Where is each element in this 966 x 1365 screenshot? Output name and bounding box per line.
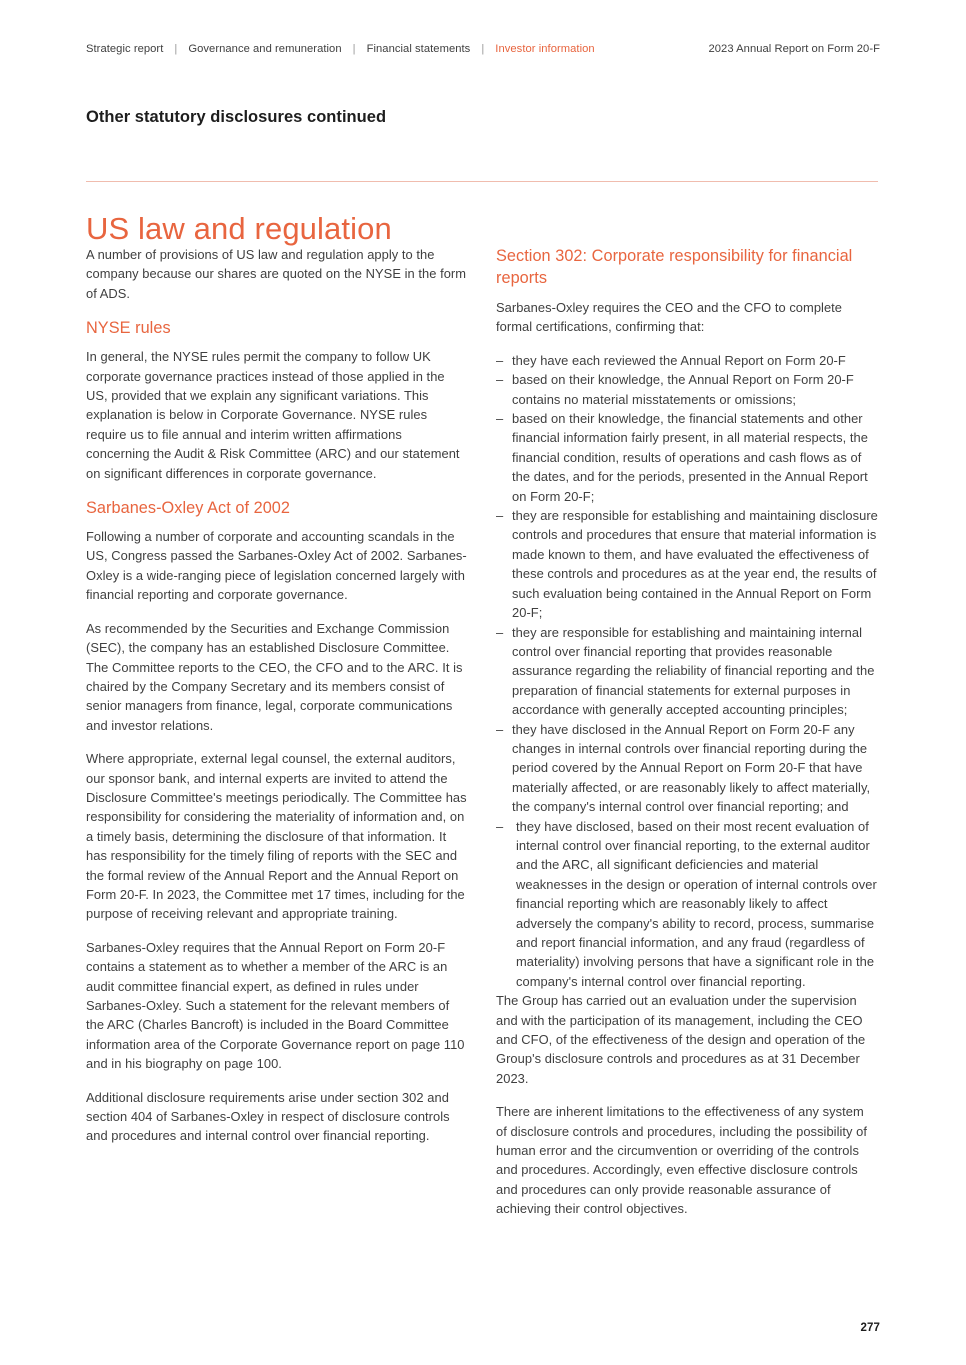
header-nav-strategic-report[interactable]: Strategic report [86,43,164,55]
dash-bullet-icon: – [496,818,504,834]
list-item [496,817,878,992]
sox-paragraph-2: As recommended by the Securities and Exchange Commission (SEC), the company has an established Disclosure Committee. The Committee reports to the CEO, the CFO and to the ARC. It is chaired by the Company Secretary and its members consist of senior managers from finance, legal, corporate communications and investor relations. [86,620,463,733]
header-nav-separator: | [352,43,356,55]
list-item-text: based on their knowledge, the Annual Report on Form 20-F contains no material misstatements or omissions; [512,372,854,407]
page-title: US law and regulation [86,210,392,246]
list-item [496,409,878,506]
nyse-rules-paragraph: In general, the NYSE rules permit the company to follow UK corporate governance practices instead of those applied in the US, provided that we explain any significant variations. This explanation is below in Corporate Governance. NYSE rules require us to file annual and interim written affirmations concerning the Audit & Risk Committee (ARC) and our statement on significant differences in corporate governance. [86,349,460,481]
body-columns [86,245,878,1219]
heading-section-302: Section 302: Corporate responsibility for financial reports [496,247,853,287]
dash-bullet-icon: – [496,372,504,388]
list-item [496,351,878,370]
header-nav-separator: | [481,43,485,55]
dash-bullet-icon: – [496,508,504,524]
list-item [496,506,878,622]
certifications-list [496,351,878,991]
list-item [496,720,878,817]
section-title: Other statutory disclosures continued [86,108,387,126]
dash-bullet-icon: – [496,352,504,368]
header-report-title: 2023 Annual Report on Form 20-F [708,43,880,55]
title-divider [86,181,878,182]
running-header [86,40,880,58]
header-nav [86,40,595,58]
heading-nyse-rules: NYSE rules [86,319,171,338]
list-item-text: they have disclosed, based on their most recent evaluation of internal control over financial reporting, to the external auditor and the ARC, all significant deficiencies and material weaknesses in the design or operation of internal controls over financial reporting which are reasonably likely to affect adversely the company's ability to record, process, summarise and report financial information, and any fraud (regardless of materiality) involving persons that have a significant role in the company's internal control over financial reporting. [516,818,877,989]
list-item [496,370,878,409]
list-item-text: they have disclosed in the Annual Report on Form 20-F any changes in internal controls over financial reporting during the period covered by the Annual Report on Form 20-F that have materially affected, or are reasonably likely to affect materially, the company's internal control over financial reporting; and [512,721,871,815]
header-nav-separator: | [174,43,178,55]
list-item [496,623,878,720]
header-nav-governance-and-remuneration[interactable]: Governance and remuneration [188,43,342,55]
header-nav-investor-information[interactable]: Investor information [495,43,595,55]
sox-paragraph-4: Sarbanes-Oxley requires that the Annual Report on Form 20-F contains a statement as to whether a member of the ARC is an audit committee financial expert, as defined in rules under Sarbanes-Oxley. Such a statement for the relevant members of the ARC (Charles Bancroft) is included in the Board Committee information area of the Corporate Governance report on page 110 and in his biography on page 100. [86,939,465,1072]
intro-paragraph: A number of provisions of US law and regulation apply to the company because our shares are quoted on the NYSE in the form of ADS. [86,247,467,301]
header-nav-financial-statements[interactable]: Financial statements [366,43,471,55]
list-item-text: they are responsible for establishing and maintaining internal control over financial reporting that provides reasonable assurance regarding the reliability of financial reporting and the preparation of financial statements for external purposes in accordance with generally accepted accounting principles; [512,624,875,718]
closing-paragraph-2: There are inherent limitations to the effectiveness of any system of disclosure controls and procedures, including the possibility of human error and the circumvention or overriding of the controls and procedures. Accordingly, even effective disclosure controls and procedures can only provide reasonable assurance of achieving their control objectives. [496,1104,868,1217]
page-number: 277 [860,1322,880,1334]
sox-paragraph-1: Following a number of corporate and accounting scandals in the US, Congress passed the Sarbanes-Oxley Act of 2002. Sarbanes-Oxley is a wide-ranging piece of legislation concerned largely with financial reporting and corporate governance. [86,529,467,603]
list-item-text: they are responsible for establishing and maintaining disclosure controls and procedures that ensure that material information is made known to them, and have evaluated the effectiveness of these controls and procedures as at the year end, the results of such evaluation being contained in the Annual Report on Form 20-F; [512,508,878,621]
list-item-text: based on their knowledge, the financial statements and other financial information fairly present, in all material respects, the financial condition, results of operations and cash flows as of the dates, and for the periods, presented in the Annual Report on Form 20-F; [512,411,868,504]
dash-bullet-icon: – [496,624,504,640]
left-column [86,245,468,1146]
sox-paragraph-5: Additional disclosure requirements arise under section 302 and section 404 of Sarbanes-Oxley in respect of disclosure controls and procedures and internal control over financial reporting. [86,1089,450,1144]
heading-sarbanes-oxley-act: Sarbanes-Oxley Act of 2002 [86,499,290,518]
sox-paragraph-3: Where appropriate, external legal counsel, the external auditors, our sponsor bank, and internal experts are invited to attend the Disclosure Committee's meetings periodically. The Committee has responsibility for considering the materiality of information and, on a timely basis, determining the disclosure of that information. It has responsibility for the timely filing of reports with the SEC and the formal review of the Annual Report and the Annual Report on Form 20-F. In 2023, the Committee met 17 times, including for the purpose of receiving relevant and appropriate training. [86,751,467,922]
section-302-intro: Sarbanes-Oxley requires the CEO and the CFO to complete formal certifications, confirming that: [496,300,843,335]
right-column [496,245,878,1219]
dash-bullet-icon: – [496,411,504,427]
list-item-text: they have each reviewed the Annual Report on Form 20-F [512,352,846,368]
closing-paragraph-1: The Group has carried out an evaluation under the supervision and with the participation of its management, including the CEO and CFO, of the effectiveness of the design and operation of the Group's disclosure controls and procedures as at 31 December 2023. [496,993,866,1086]
dash-bullet-icon: – [496,721,504,737]
